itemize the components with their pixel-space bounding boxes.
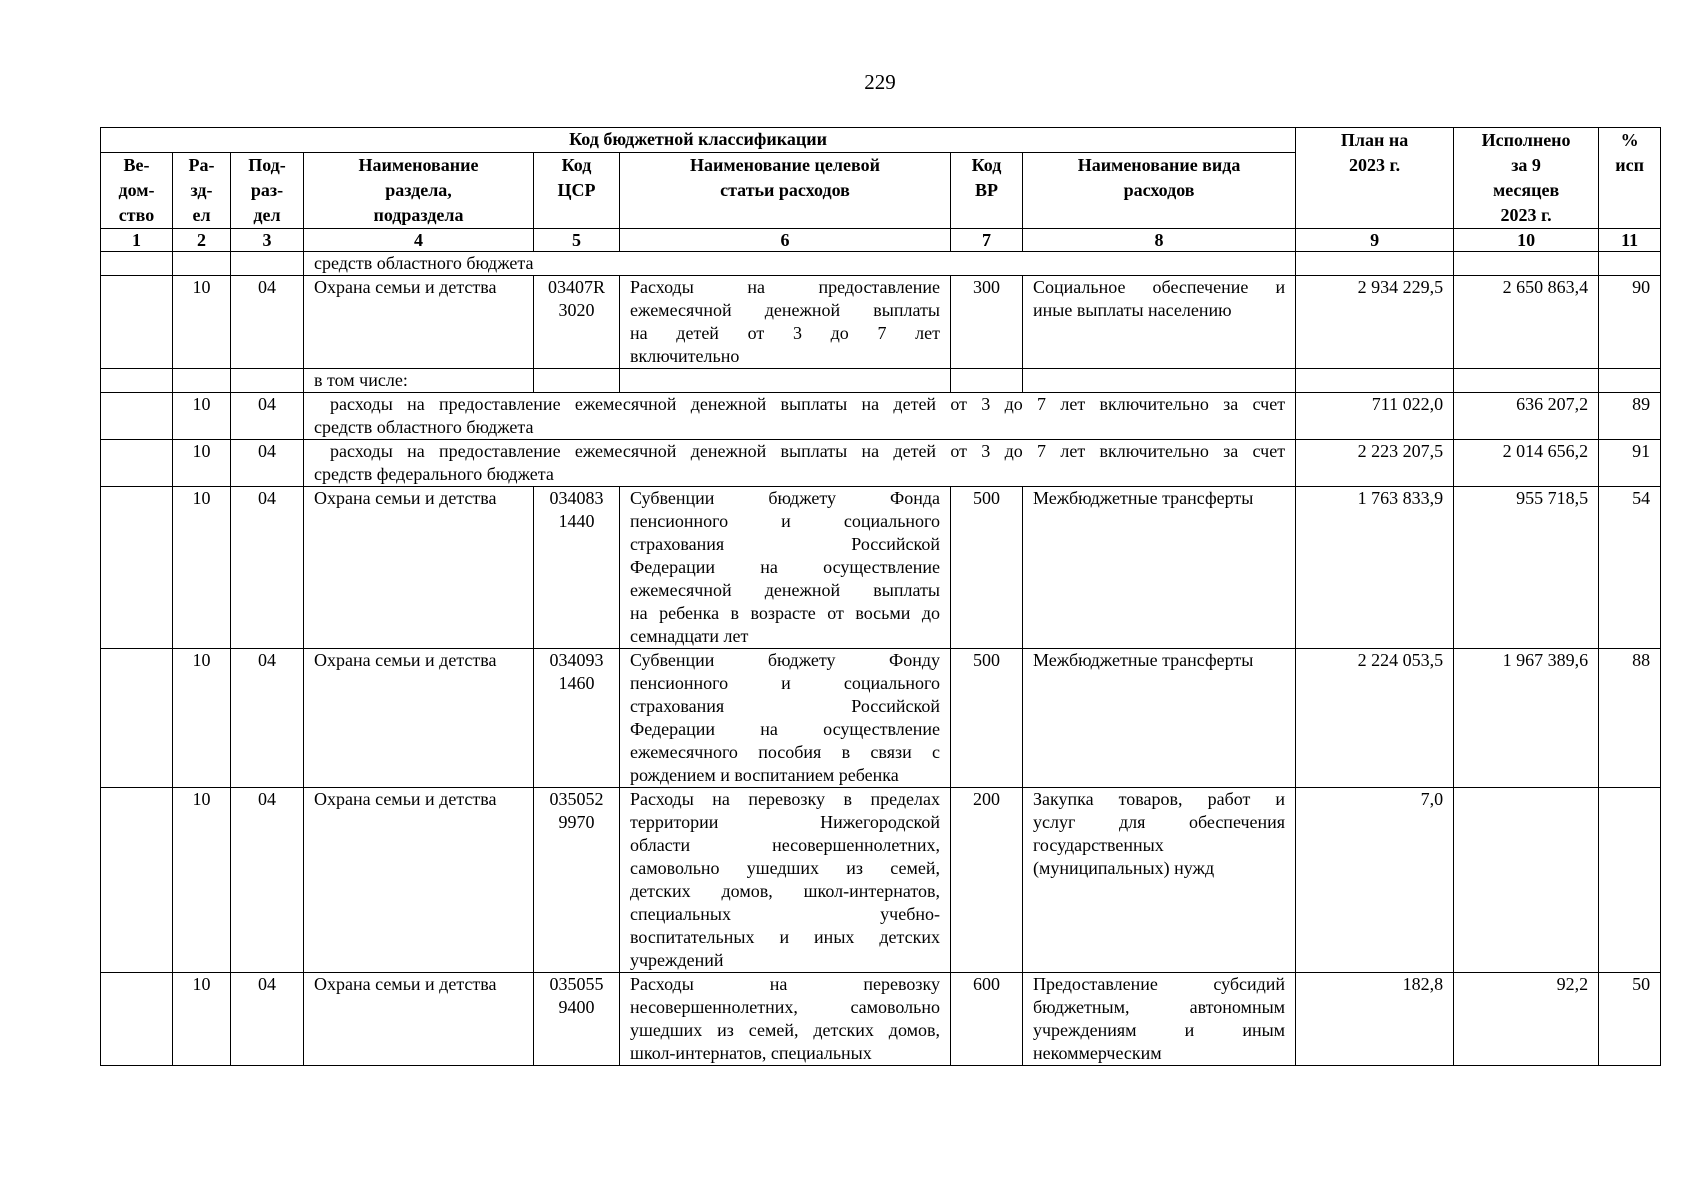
department-cell <box>101 788 173 973</box>
plan-cell: 2 224 053,5 <box>1296 649 1454 788</box>
table-row <box>101 973 1661 1066</box>
cell-line: несовершеннолетних, самовольно <box>630 997 940 1017</box>
cell-line: Субвенции бюджету Фонду <box>630 650 940 670</box>
percent-cell <box>1599 369 1661 393</box>
cell-line: семнадцати лет <box>630 626 749 646</box>
cell-line: пенсионного и социального <box>630 511 940 531</box>
col-article-header: Наименование целевой статьи расходов <box>620 153 951 229</box>
cell-line: ежемесячного пособия в связи с <box>630 742 940 762</box>
cell-line: детских домов, школ-интернатов, <box>630 881 940 901</box>
plan-cell: 2 223 207,5 <box>1296 440 1454 487</box>
article-cell <box>620 369 951 393</box>
col-plan-header: План на 2023 г. <box>1296 128 1454 229</box>
article-cell <box>620 973 951 1066</box>
table-row <box>101 276 1661 369</box>
vr-cell: 200 <box>951 788 1023 973</box>
col-csr-header: Код ЦСР <box>534 153 620 229</box>
vr-cell: 600 <box>951 973 1023 1066</box>
cell-line: самовольно ушедших из семей, <box>630 858 940 878</box>
article-cell <box>620 649 951 788</box>
table-row <box>101 649 1661 788</box>
col-percent-header: % исп <box>1599 128 1661 229</box>
expense-type-cell <box>1023 276 1296 369</box>
col-number: 1 <box>101 229 173 252</box>
col-number: 8 <box>1023 229 1296 252</box>
cell-line: школ-интернатов, специальных <box>630 1043 872 1063</box>
cell-line: области несовершеннолетних, <box>630 835 940 855</box>
section-cell: 10 <box>173 649 231 788</box>
col-number: 2 <box>173 229 231 252</box>
col-subsection-header: Под- раз- дел <box>231 153 304 229</box>
executed-cell: 2 650 863,4 <box>1454 276 1599 369</box>
cell-line: Межбюджетные трансферты <box>1033 650 1254 670</box>
cell-line: Федерации на осуществление <box>630 557 940 577</box>
section-cell: 10 <box>173 973 231 1066</box>
cell-line: ежемесячной денежной выплаты <box>630 300 940 320</box>
percent-cell: 88 <box>1599 649 1661 788</box>
vr-cell <box>951 369 1023 393</box>
section-name-cell: Охрана семьи и детства <box>304 788 534 973</box>
expense-type-cell <box>1023 649 1296 788</box>
expense-type-cell <box>1023 973 1296 1066</box>
csr-cell <box>534 369 620 393</box>
section-cell: 10 <box>173 788 231 973</box>
percent-cell: 54 <box>1599 487 1661 649</box>
cell-line: на ребенка в возрасте от восьми до <box>630 603 940 623</box>
subsection-cell: 04 <box>231 649 304 788</box>
section-cell: 10 <box>173 440 231 487</box>
cell-line: на детей от 3 до 7 лет <box>630 323 940 343</box>
csr-cell: 035052 9970 <box>534 788 620 973</box>
table-row <box>101 393 1661 440</box>
article-cell <box>620 276 951 369</box>
col-number: 3 <box>231 229 304 252</box>
cell-line: включительно <box>630 346 740 366</box>
vr-cell: 500 <box>951 649 1023 788</box>
continuation-text: в том числе: <box>304 369 534 393</box>
percent-cell <box>1599 788 1661 973</box>
department-cell <box>101 973 173 1066</box>
plan-cell: 7,0 <box>1296 788 1454 973</box>
table-row <box>101 369 1661 393</box>
subsection-cell: 04 <box>231 440 304 487</box>
expense-type-cell <box>1023 788 1296 973</box>
department-cell <box>101 276 173 369</box>
col-number: 6 <box>620 229 951 252</box>
col-section-header: Ра- зд- ел <box>173 153 231 229</box>
col-number: 7 <box>951 229 1023 252</box>
executed-cell: 92,2 <box>1454 973 1599 1066</box>
cell-line: рождением и воспитанием ребенка <box>630 765 899 785</box>
subsection-cell: 04 <box>231 393 304 440</box>
col-expense-type-header: Наименование вида расходов <box>1023 153 1296 229</box>
section-name-cell: Охрана семьи и детства <box>304 276 534 369</box>
section-cell: 10 <box>173 276 231 369</box>
col-vr-header: Код ВР <box>951 153 1023 229</box>
col-executed-header: Исполнено за 9 месяцев 2023 г. <box>1454 128 1599 229</box>
subsection-cell: 04 <box>231 276 304 369</box>
cell-line: иные выплаты населению <box>1033 300 1232 320</box>
executed-cell: 636 207,2 <box>1454 393 1599 440</box>
subsection-cell <box>231 369 304 393</box>
cell-line: Межбюджетные трансферты <box>1033 488 1254 508</box>
article-cell <box>620 487 951 649</box>
percent-cell: 89 <box>1599 393 1661 440</box>
cell-line: Субвенции бюджету Фонда <box>630 488 940 508</box>
subtotal-description-line: средств федерального бюджета <box>314 464 554 484</box>
subtotal-description <box>304 440 1296 487</box>
cell-line: Федерации на осуществление <box>630 719 940 739</box>
col-number: 5 <box>534 229 620 252</box>
executed-cell <box>1454 369 1599 393</box>
percent-cell <box>1599 252 1661 276</box>
cell-line: услуг для обеспечения <box>1033 812 1286 832</box>
plan-cell: 2 934 229,5 <box>1296 276 1454 369</box>
subsection-cell: 04 <box>231 973 304 1066</box>
executed-cell <box>1454 252 1599 276</box>
table-body <box>101 252 1661 1066</box>
plan-cell <box>1296 252 1454 276</box>
cell-line: учреждениям и иным <box>1033 1020 1286 1040</box>
cell-line: Закупка товаров, работ и <box>1033 789 1286 809</box>
section-name-cell: Охрана семьи и детства <box>304 973 534 1066</box>
page-number: 229 <box>864 70 896 94</box>
vr-cell: 500 <box>951 487 1023 649</box>
cell-line: Расходы на перевозку в пределах <box>630 789 940 809</box>
cell-line: Предоставление субсидий <box>1033 974 1286 994</box>
table-row <box>101 788 1661 973</box>
col-number: 10 <box>1454 229 1599 252</box>
csr-cell: 03407R 3020 <box>534 276 620 369</box>
cell-line: пенсионного и социального <box>630 673 940 693</box>
subtotal-description-line: расходы на предоставление ежемесячной денежной выплаты на детей от 3 до 7 лет включительно за счет <box>330 394 1286 414</box>
cell-line: некоммерческим <box>1033 1043 1162 1063</box>
section-cell <box>173 369 231 393</box>
cell-line: Социальное обеспечение и <box>1033 277 1286 297</box>
percent-cell: 91 <box>1599 440 1661 487</box>
table-row <box>101 440 1661 487</box>
col-section-name-header: Наименование раздела, подраздела <box>304 153 534 229</box>
department-cell <box>101 369 173 393</box>
cell-line: ежемесячной денежной выплаты <box>630 580 940 600</box>
expense-type-cell <box>1023 369 1296 393</box>
expense-type-cell <box>1023 487 1296 649</box>
cell-line: Расходы на предоставление <box>630 277 940 297</box>
plan-cell: 182,8 <box>1296 973 1454 1066</box>
department-cell <box>101 252 173 276</box>
cell-line: воспитательных и иных детских <box>630 927 940 947</box>
percent-cell: 50 <box>1599 973 1661 1066</box>
percent-cell: 90 <box>1599 276 1661 369</box>
executed-cell <box>1454 788 1599 973</box>
table-row <box>101 252 1661 276</box>
department-cell <box>101 393 173 440</box>
department-cell <box>101 440 173 487</box>
col-number: 9 <box>1296 229 1454 252</box>
executed-cell: 2 014 656,2 <box>1454 440 1599 487</box>
col-number: 11 <box>1599 229 1661 252</box>
cell-line: учреждений <box>630 950 724 970</box>
department-cell <box>101 649 173 788</box>
classification-group-header: Код бюджетной классификации <box>101 128 1296 153</box>
cell-line: страхования Российской <box>630 534 940 554</box>
col-department-header: Ве- дом- ство <box>101 153 173 229</box>
cell-line: государственных <box>1033 835 1164 855</box>
csr-cell: 034093 1460 <box>534 649 620 788</box>
table-header <box>101 128 1661 252</box>
csr-cell: 035055 9400 <box>534 973 620 1066</box>
subtotal-description <box>304 393 1296 440</box>
col-number: 4 <box>304 229 534 252</box>
section-cell: 10 <box>173 487 231 649</box>
plan-cell <box>1296 369 1454 393</box>
table-row <box>101 487 1661 649</box>
section-cell <box>173 252 231 276</box>
plan-cell: 1 763 833,9 <box>1296 487 1454 649</box>
section-name-cell: Охрана семьи и детства <box>304 487 534 649</box>
subsection-cell: 04 <box>231 788 304 973</box>
article-cell <box>620 788 951 973</box>
executed-cell: 955 718,5 <box>1454 487 1599 649</box>
cell-line: бюджетным, автономным <box>1033 997 1286 1017</box>
cell-line: территории Нижегородской <box>630 812 940 832</box>
subtotal-description-line: расходы на предоставление ежемесячной денежной выплаты на детей от 3 до 7 лет включительно за счет <box>330 441 1286 461</box>
section-cell: 10 <box>173 393 231 440</box>
department-cell <box>101 487 173 649</box>
cell-line: ушедших из семей, детских домов, <box>630 1020 940 1040</box>
cell-line: (муниципальных) нужд <box>1033 858 1215 878</box>
cell-line: Расходы на перевозку <box>630 974 940 994</box>
cell-line: специальных учебно- <box>630 904 940 924</box>
budget-table <box>100 127 1661 1066</box>
subsection-cell <box>231 252 304 276</box>
executed-cell: 1 967 389,6 <box>1454 649 1599 788</box>
cell-line: страхования Российской <box>630 696 940 716</box>
plan-cell: 711 022,0 <box>1296 393 1454 440</box>
vr-cell: 300 <box>951 276 1023 369</box>
csr-cell: 034083 1440 <box>534 487 620 649</box>
continuation-text: средств областного бюджета <box>304 252 1296 276</box>
subtotal-description-line: средств областного бюджета <box>314 417 534 437</box>
subsection-cell: 04 <box>231 487 304 649</box>
section-name-cell: Охрана семьи и детства <box>304 649 534 788</box>
